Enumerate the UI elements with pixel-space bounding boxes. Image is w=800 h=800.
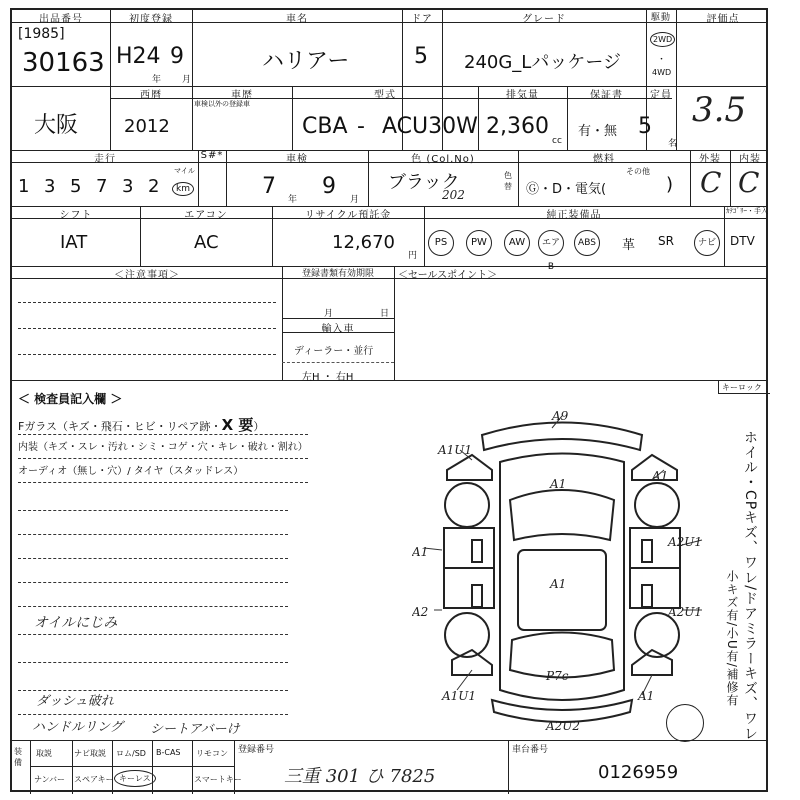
hand-note-seat: シートアバーけ xyxy=(150,722,240,737)
f-glass-line xyxy=(18,414,264,435)
score-header: 評価点 xyxy=(706,14,740,25)
equip-airbag: エアB xyxy=(538,230,564,256)
hand-note-handle: ハンドルリング xyxy=(32,720,123,735)
chassis-header: 車台番号 xyxy=(512,745,549,755)
mark-rear-left: A1U1 xyxy=(442,689,477,703)
year-value: 2012 xyxy=(124,116,170,137)
model-code: ACU30W xyxy=(382,114,478,139)
location: 大阪 xyxy=(34,113,79,138)
bottom-manual: 取説 xyxy=(36,749,52,758)
bottom-number: ナンバー xyxy=(34,775,66,784)
model-prefix: CBA xyxy=(302,114,348,139)
mark-top-left: A1U1 xyxy=(438,443,473,457)
right-vertical-1: ホイル・CPキズ、ワレ/ドアミラーキズ、ワレ xyxy=(742,430,758,741)
windshield-shape xyxy=(510,490,614,540)
mileage-digit: 3 xyxy=(44,176,56,197)
bottom-navi-manual: ナビ取説 xyxy=(74,749,106,758)
rear-left-door xyxy=(444,568,494,608)
sales-point-header: ＜セールスポイント＞ xyxy=(398,270,498,281)
equip-aw: AW xyxy=(504,230,530,256)
equip-sunroof: SR xyxy=(658,234,674,248)
audio-line: オーディオ（無し・穴）/ タイヤ（スタッドレス） xyxy=(18,466,244,477)
inspection-month-unit: 月 xyxy=(350,195,360,205)
s-meter-header: S#* xyxy=(200,150,224,161)
mark-bottom: A2U2 xyxy=(546,719,581,733)
doors-header: ドア xyxy=(411,14,433,25)
warranty-value: 有・無 xyxy=(578,124,618,139)
aircon-value: AC xyxy=(194,232,219,253)
year-unit: 年 xyxy=(152,75,162,85)
equipment-row xyxy=(426,228,770,272)
car-diagram xyxy=(412,410,712,740)
inspection-month: 9 xyxy=(322,174,336,199)
equipment-header: 純正装備品 xyxy=(546,210,602,221)
category-header: ｶﾃｺﾞﾘｰ・手入 xyxy=(726,207,768,215)
exterior-grade: C xyxy=(700,166,722,199)
drive-header: 駆動 xyxy=(650,13,671,23)
exterior-header: 外装 xyxy=(699,154,721,165)
mileage-digit: 5 xyxy=(70,176,82,197)
front-right-wheel xyxy=(635,483,679,527)
bottom-spare-key: スペアキー xyxy=(74,775,114,784)
bottom-bcas: B-CAS xyxy=(156,748,181,757)
car-name-header: 車名 xyxy=(286,14,308,25)
interior-grade: C xyxy=(738,166,760,199)
key-circle xyxy=(666,704,704,742)
history-header: 車歴 xyxy=(231,90,253,101)
reg-doc-header: 登録書類有効期限 xyxy=(301,269,374,279)
interior-line: 内装（キズ・スレ・汚れ・シミ・コゲ・穴・キレ・破れ・割れ） xyxy=(18,442,308,453)
inspection-year: 7 xyxy=(262,174,276,199)
lot-number: 30163 xyxy=(22,48,105,78)
aircon-header: エアコン xyxy=(184,210,228,221)
mark-rear-center: P7c xyxy=(546,669,569,683)
mileage-digit: 7 xyxy=(96,176,108,197)
front-left-wheel xyxy=(445,483,489,527)
auction-sheet: 出品番号 初度登録 車名 ドア グレード 駆動 評価点 [1985] 30163 H24 9 年 月 ハリアー 5 240G_Lパッケージ 2WD ・ 4WD 西暦 車歴 車検以外の登録車 型式 排気量 保証書 定員 大阪 2012 CBA - ACU30W 2,360 cc 有・無 5 名 3.5 走行 S#* 車検 色 (Col.No) 燃料 外装 内装 1 3 5 7 3 2 マイル km 7 年 9 月 ブラック 202 色替 Ⓖ・D・電気( その他 ) C C シフト エアコン リサイクル預託金 純正装備品 ｶﾃｺﾞﾘｰ・手入 IAT AC 12,670 円 PS PW AW エアB ABS 革 SR ナビ DTV ＜注意事項＞ 登録書類有効期限 ＜セールスポイント＞ 月 日 輸入車 ディーラー・並行 左H ・ 右H ＜ 検査員記入欄 ＞ キーロック Fガラス（キズ・飛石・ヒビ・リペア跡・X 要） 内装（キズ・スレ・汚れ・シミ・コゲ・穴・キレ・破れ・割れ） オーディオ（無し・穴）/ タイヤ（スタッドレス） オイルにじみ ダッシュ破れ ハンドルリング シートアバーけ ホイル・CPキズ、ワレ/ドアミラーキズ、ワレ 小キズ有/小U有/補修有 A9 A1U1 A1 A1 A1 A1 A2 A2U1 A2U1 A1U1 P7c A1 A2U2 装備 取説 ナビ取説 ロム/SD B-CAS リモコン ナンバー スペアキー キーレス スマートキー 登録番号 三重 301 ひ 7825 車台番号 0126959 xyxy=(10,8,768,792)
mark-top-right: A1 xyxy=(652,469,669,483)
fuel-options: Ⓖ・D・電気( xyxy=(526,182,607,197)
bottom-smart-key: スマートキー xyxy=(194,775,242,784)
rear-left-quarter xyxy=(452,650,492,675)
history-sub: 車検以外の登録車 xyxy=(194,100,250,108)
mark-roof: A1 xyxy=(550,577,567,591)
inspector-header: ＜ 検査員記入欄 ＞ xyxy=(18,392,123,406)
bottom-remote: リモコン xyxy=(196,749,228,758)
capacity-value: 5 xyxy=(638,114,652,139)
mark-rear-right: A1 xyxy=(638,689,655,703)
mark-left-rear: A2 xyxy=(412,605,429,619)
drive-4wd: 4WD xyxy=(652,68,672,77)
warranty-header: 保証書 xyxy=(590,90,623,101)
mark-hood: A1 xyxy=(550,477,567,491)
hand-note-dash: ダッシュ破れ xyxy=(36,694,114,709)
right-rear-handle xyxy=(642,585,652,607)
bottom-equip-label: 装備 xyxy=(14,747,22,767)
capacity-unit: 名 xyxy=(668,139,678,149)
bottom-rom-sd: ロム/SD xyxy=(116,749,146,758)
car-name: ハリアー xyxy=(262,49,350,74)
equip-dtv: DTV xyxy=(730,234,755,248)
doors-value: 5 xyxy=(414,44,428,69)
mileage-header: 走行 xyxy=(94,154,116,165)
mark-right-rear: A2U1 xyxy=(668,605,703,619)
mark-right-front: A2U1 xyxy=(668,535,703,549)
chassis-number: 0126959 xyxy=(598,762,679,783)
fuel-close: ) xyxy=(666,174,674,195)
shift-value: IAT xyxy=(60,232,88,253)
import-header: 輸入車 xyxy=(321,324,355,335)
right-mirror xyxy=(642,540,652,562)
mile-label: マイル xyxy=(174,167,195,175)
equip-abs: ABS xyxy=(574,230,600,256)
first-reg-era-year: H24 xyxy=(116,44,161,69)
displacement-header: 排気量 xyxy=(506,90,539,101)
color-header: 色 (Col.No) xyxy=(411,154,475,165)
f-glass-close: ） xyxy=(253,420,265,433)
right-vertical-2: 小キズ有/小U有/補修有 xyxy=(725,570,739,707)
color-code: 202 xyxy=(442,188,465,202)
grade-value: 240G_Lパッケージ xyxy=(464,52,621,73)
fuel-other: その他 xyxy=(626,167,650,176)
first-reg-month: 9 xyxy=(170,44,184,69)
grade-header: グレード xyxy=(522,14,566,25)
inspection-year-unit: 年 xyxy=(288,195,298,205)
km-label: km xyxy=(172,182,194,196)
front-left-fender xyxy=(447,455,492,480)
dealer-option: ディーラー・並行 xyxy=(294,346,374,357)
lot-prefix: [1985] xyxy=(18,26,65,42)
hand-note-oil: オイルにじみ xyxy=(34,615,118,631)
mileage-digit: 1 xyxy=(18,176,30,197)
equip-navi: ナビ xyxy=(694,230,720,256)
mark-left: A1 xyxy=(412,545,429,559)
recycle-header: リサイクル預託金 xyxy=(304,210,392,221)
reg-month: 月 xyxy=(324,309,334,319)
f-glass-text: Fガラス（キズ・飛石・ヒビ・リペア跡・ xyxy=(18,420,222,433)
bottom-keyless: キーレス xyxy=(114,770,156,787)
key-lock-header: キーロック xyxy=(722,383,762,392)
recycle-value: 12,670 xyxy=(332,232,395,253)
handle-option: 左H ・ 右H xyxy=(302,372,354,383)
drive-2wd: 2WD xyxy=(650,32,675,47)
displacement-value: 2,360 xyxy=(486,114,549,139)
score-value: 3.5 xyxy=(692,90,747,130)
mark-top: A9 xyxy=(552,410,569,423)
yen-unit: 円 xyxy=(408,251,418,261)
lot-number-header: 出品番号 xyxy=(39,14,83,25)
notes-header: ＜注意事項＞ xyxy=(114,270,180,281)
month-unit: 月 xyxy=(182,75,192,85)
color-side: 色替 xyxy=(504,171,512,191)
model-dash: - xyxy=(357,114,365,139)
first-registration-header: 初度登録 xyxy=(129,14,173,25)
left-mirror xyxy=(472,540,482,562)
left-rear-handle xyxy=(472,585,482,607)
reg-number: 三重 301 ひ 7825 xyxy=(284,766,436,787)
equip-leather: 革 xyxy=(622,238,636,253)
interior-header: 内装 xyxy=(739,154,761,165)
capacity-header: 定員 xyxy=(650,90,672,101)
f-glass-mark: X 要 xyxy=(221,416,254,434)
shift-header: シフト xyxy=(59,210,93,221)
equip-pw: PW xyxy=(466,230,492,256)
front-bumper-shape xyxy=(482,423,642,451)
front-left-door xyxy=(444,528,494,568)
rear-right-wheel xyxy=(635,613,679,657)
mileage-digit: 2 xyxy=(148,176,160,197)
mileage-digit: 3 xyxy=(122,176,134,197)
rear-right-quarter xyxy=(632,650,672,675)
mileage-digits xyxy=(18,176,174,197)
reg-day: 日 xyxy=(380,309,390,319)
rear-right-door xyxy=(630,568,680,608)
cc-unit: cc xyxy=(552,136,562,146)
inspection-header: 車検 xyxy=(286,154,308,165)
equip-ps: PS xyxy=(428,230,454,256)
reg-number-header: 登録番号 xyxy=(238,745,275,755)
year-header: 西暦 xyxy=(140,90,162,101)
rear-left-wheel xyxy=(445,613,489,657)
model-header: 型式 xyxy=(374,90,396,101)
color-name: ブラック xyxy=(388,172,460,193)
fuel-header: 燃料 xyxy=(593,154,615,165)
